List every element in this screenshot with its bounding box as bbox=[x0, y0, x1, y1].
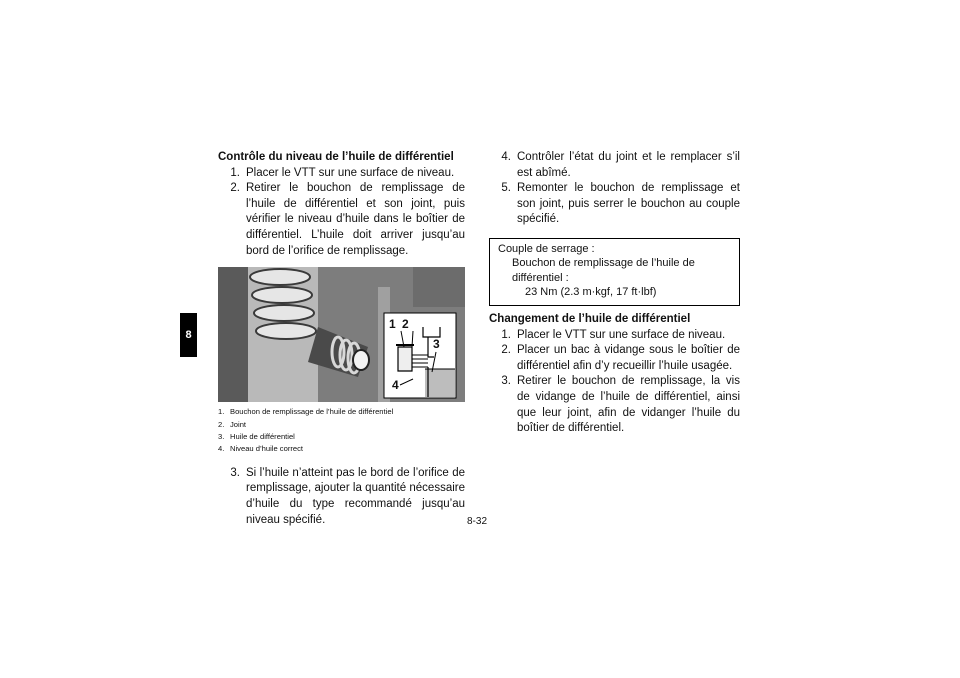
photo-illustration bbox=[218, 267, 465, 402]
step-text: Placer le VTT sur une surface de niveau. bbox=[517, 328, 726, 341]
step-item bbox=[489, 150, 740, 181]
step-text: Remonter le bouchon de remplissage et son joint, puis serrer le bouchon au couple spécifié. bbox=[517, 182, 740, 226]
step-number: 5. bbox=[501, 182, 511, 195]
spec-value: 23 Nm (2.3 m·kgf, 17 ft·lbf) bbox=[525, 286, 657, 299]
step-number: 3. bbox=[501, 375, 511, 388]
page-number: 8-32 bbox=[467, 516, 488, 527]
caption-number: 1. bbox=[218, 407, 225, 417]
step-item bbox=[218, 166, 465, 182]
caption-text: Joint bbox=[230, 419, 247, 429]
step-text: Contrôler l’état du joint et le remplacer s’il est abîmé. bbox=[517, 151, 740, 179]
step-item bbox=[218, 181, 465, 259]
caption-number: 3. bbox=[218, 431, 225, 441]
caption-item bbox=[218, 406, 465, 418]
caption-text: Huile de différentiel bbox=[230, 431, 295, 441]
step-number: 1. bbox=[230, 166, 240, 179]
step-item bbox=[489, 181, 740, 228]
left-column bbox=[218, 150, 465, 528]
caption-text: Bouchon de remplissage de l’huile de différentiel bbox=[230, 407, 394, 417]
step-text: Placer le VTT sur une surface de niveau. bbox=[246, 166, 455, 179]
step-number: 3. bbox=[230, 466, 240, 479]
differential-photo bbox=[218, 267, 465, 402]
step-text: Placer un bac à vidange sous le boîtier de différentiel afin d’y recueillir l’huile usagée. bbox=[517, 344, 740, 372]
spec-title: Couple de serrage : bbox=[498, 242, 595, 255]
step-number: 2. bbox=[230, 182, 240, 195]
step-text: Retirer le bouchon de remplissage, la vis de vidange de l’huile de différentiel, ainsi que leur joint, afin de vidanger l’huile du boîtier de différentiel. bbox=[517, 375, 740, 435]
step-item bbox=[489, 328, 740, 344]
chapter-tab: 8 bbox=[180, 313, 197, 357]
step-text: Si l’huile n’atteint pas le bord de l’orifice de remplissage, ajouter la quantité nécessaire d’huile du type recommandé jusqu’au niveau spécifié. bbox=[246, 466, 465, 526]
right-column bbox=[489, 150, 740, 437]
spec-item: Bouchon de remplissage de l’huile de différentiel : bbox=[512, 257, 695, 284]
caption-text: Niveau d’huile correct bbox=[230, 444, 304, 454]
step-item bbox=[218, 466, 465, 528]
figure-label: 1 bbox=[389, 317, 396, 332]
section-heading: Changement de l’huile de différentiel bbox=[489, 312, 691, 325]
caption-number: 4. bbox=[218, 444, 225, 454]
step-item bbox=[489, 343, 740, 374]
caption-number: 2. bbox=[218, 419, 225, 429]
step-number: 1. bbox=[501, 328, 511, 341]
section-heading: Contrôle du niveau de l’huile de différentiel bbox=[218, 151, 454, 163]
step-number: 2. bbox=[501, 344, 511, 357]
figure-label: 4 bbox=[392, 378, 399, 393]
caption-item bbox=[218, 419, 465, 431]
caption-item bbox=[218, 431, 465, 443]
torque-spec-box bbox=[489, 238, 740, 306]
figure-label: 2 bbox=[402, 317, 409, 332]
figure-captions bbox=[218, 406, 465, 456]
figure-label: 3 bbox=[433, 337, 440, 352]
step-text: Retirer le bouchon de remplissage de l’huile de différentiel et son joint, puis vérifier le niveau d’huile dans le boîtier de différentiel. L’huile doit arriver jusqu’au bord de l’orifice de remplissage. bbox=[246, 182, 465, 257]
caption-item bbox=[218, 443, 465, 455]
step-number: 4. bbox=[501, 151, 511, 163]
step-item bbox=[489, 374, 740, 436]
